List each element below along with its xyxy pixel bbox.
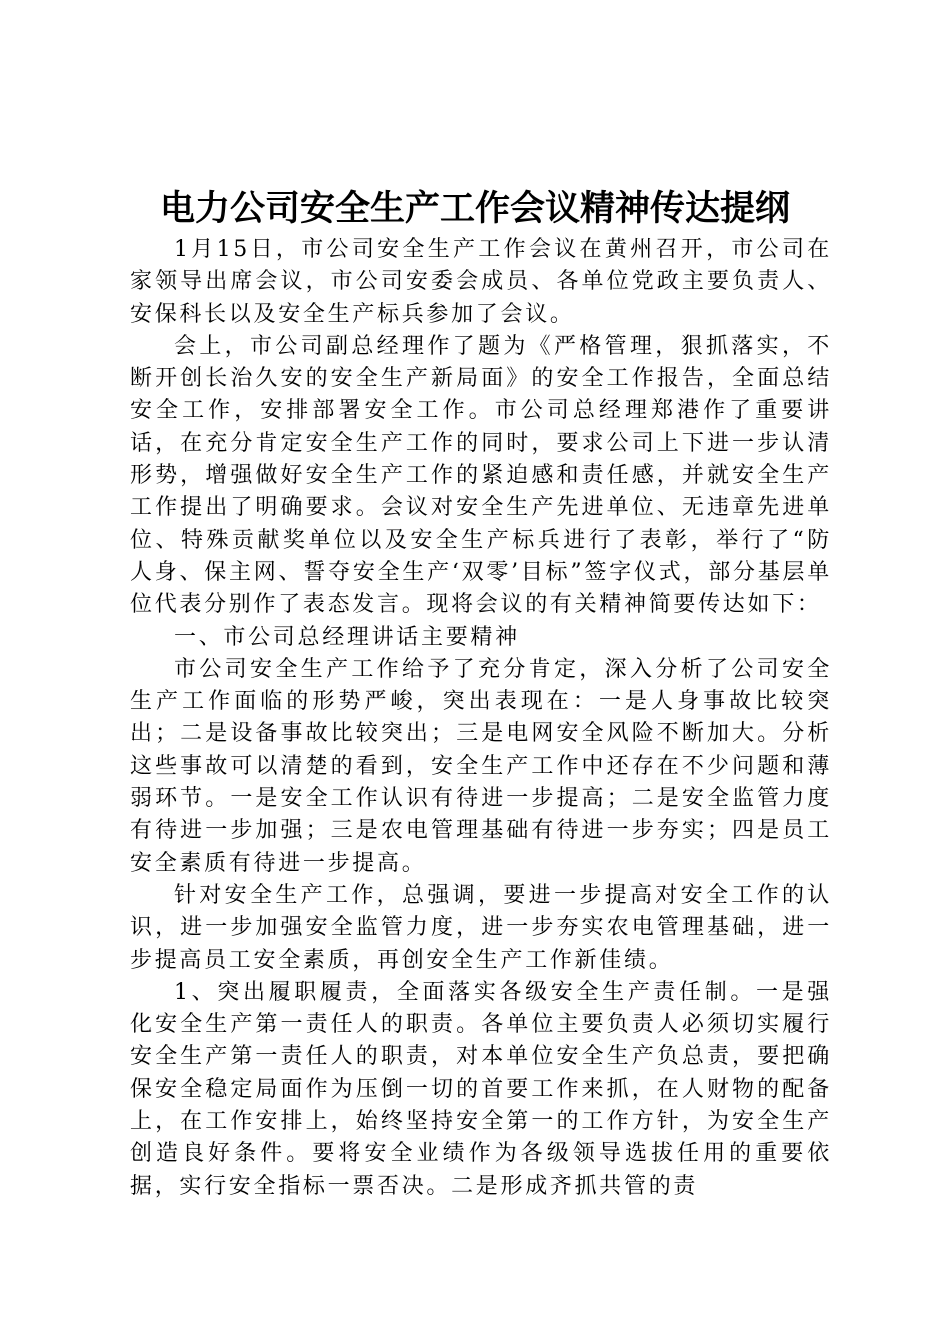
paragraph-situation-analysis: 市公司安全生产工作给予了充分肯定，深入分析了公司安全生产工作面临的形势严峻，突出表现在：一是人身事故比较突出；二是设备事故比较突出；三是电网安全风险不断加大。分析这些事故可以清楚的看到，安全生产工作中还存在不少问题和薄弱环节。一是安全工作认识有待进一步提高；二是安全监管力度有待进一步加强；三是农电管理基础有待进一步夯实；四是员工安全素质有待进一步提高。	[130, 656, 832, 876]
document-body	[130, 234, 832, 1203]
document-title: 电力公司安全生产工作会议精神传达提纲	[159, 189, 790, 229]
paragraph-item-1: 1、突出履职履责，全面落实各级安全生产责任制。一是强化安全生产第一责任人的职责。各单位主要负责人必须切实履行安全生产第一责任人的职责，对本单位安全生产负总责，要把确保安全稳定局面作为压倒一切的首要工作来抓，在人财物的配备上，在工作安排上，始终坚持安全第一的工作方针，为安全生产创造良好条件。要将安全业绩作为各级领导选拔任用的重要依据，实行安全指标一票否决。二是形成齐抓共管的责	[130, 979, 832, 1199]
paragraph-requirements: 针对安全生产工作，总强调，要进一步提高对安全工作的认识，进一步加强安全监管力度，进一步夯实农电管理基础，进一步提高员工安全素质，再创安全生产工作新佳绩。	[130, 882, 832, 973]
paragraph-meeting-intro: 1月15日，市公司安全生产工作会议在黄州召开，市公司在家领导出席会议，市公司安委会成员、各单位党政主要负责人、安保科长以及安全生产标兵参加了会议。	[130, 237, 832, 327]
section-heading: 一、市公司总经理讲话主要精神	[174, 624, 520, 650]
paragraph-meeting-content: 会上，市公司副总经理作了题为《严格管理，狠抓落实，不断开创长治久安的安全生产新局面》的安全工作报告，全面总结安全工作，安排部署安全工作。市公司总经理郑港作了重要讲话，在充分肯定安全生产工作的同时，要求公司上下进一步认清形势，增强做好安全生产工作的紧迫感和责任感，并就安全生产工作提出了明确要求。会议对安全生产先进单位、无违章先进单位、特殊贡献奖单位以及安全生产标兵进行了表彰，举行了“防人身、保主网、誓夺安全生产‘双零’目标”签字仪式，部分基层单位代表分别作了表态发言。现将会议的有关精神简要传达如下：	[130, 333, 832, 618]
